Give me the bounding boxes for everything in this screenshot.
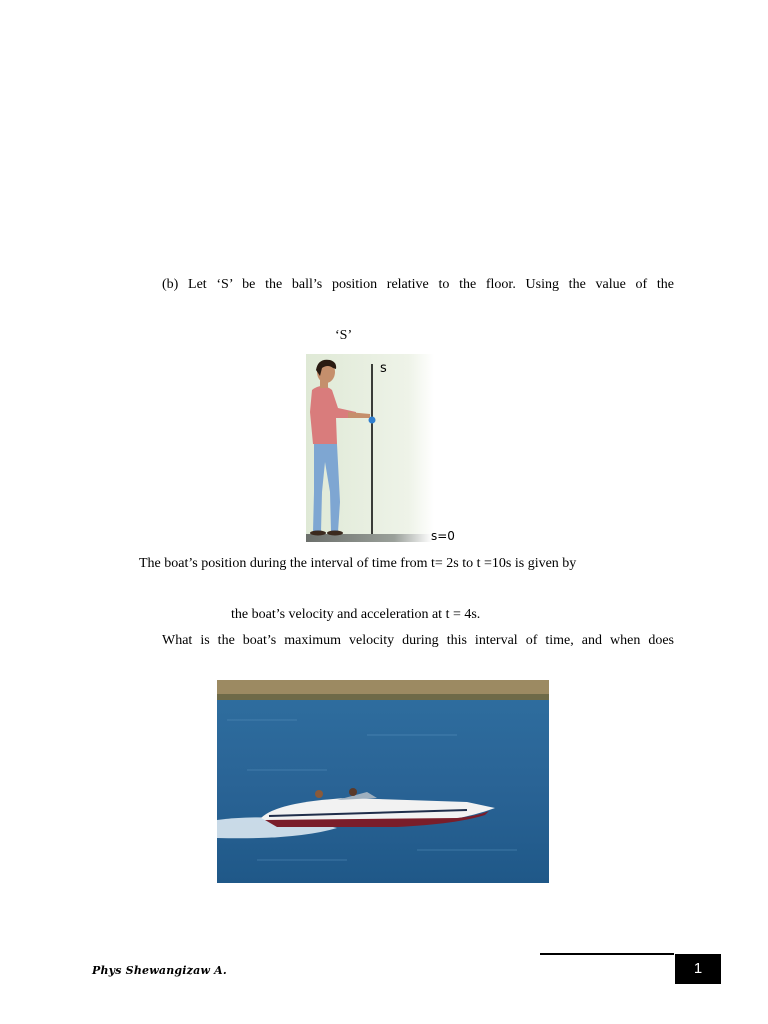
- question-b-text: (b) Let ‘S’ be the ball’s position relative to the floor. Using the value of the: [162, 277, 674, 292]
- ball: [369, 417, 376, 424]
- speedboat-photo: [217, 680, 549, 883]
- s-symbol-label: ‘S’: [335, 328, 353, 343]
- boat-max-velocity-text: What is the boat’s maximum velocity during this interval of time, and when does: [162, 633, 674, 648]
- boat-position-text: The boat’s position during the interval of time from t= 2s to t =10s is given by: [139, 556, 577, 571]
- axis-s-label: s: [380, 361, 387, 376]
- footer-author: Phys Shewangizaw A.: [92, 964, 227, 977]
- axis-zero-label: s=0: [431, 529, 455, 543]
- boat-driver: [349, 788, 357, 796]
- ball-position-figure: [300, 352, 460, 548]
- water: [217, 680, 549, 883]
- page-number: 1: [675, 954, 721, 984]
- footer-rule: [540, 953, 674, 955]
- boat-passenger: [315, 790, 323, 798]
- floor: [306, 534, 432, 542]
- boat-velocity-text: the boat’s velocity and acceleration at t = 4s.: [231, 607, 481, 622]
